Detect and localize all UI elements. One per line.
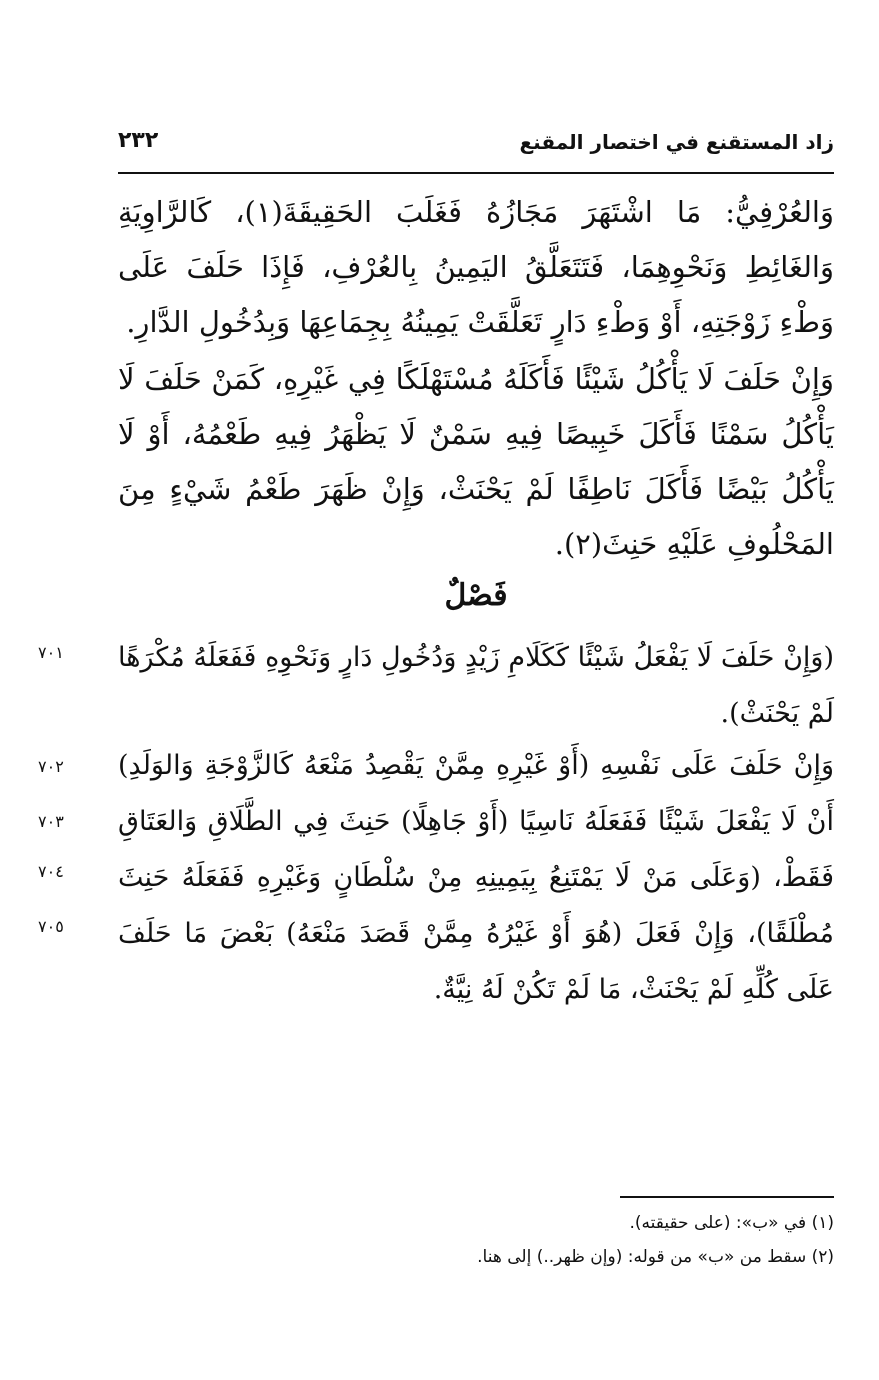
- margin-number-704: ٧٠٤: [38, 862, 64, 881]
- page-header: [118, 128, 834, 166]
- footnote-rule: [620, 1196, 834, 1198]
- footnote-2: (٢) سقط من «ب» من قوله: (وإن ظهر..) إلى هنا.: [477, 1247, 834, 1267]
- margin-number-701: ٧٠١: [38, 643, 64, 662]
- section-heading: فَصْلٌ: [444, 578, 508, 613]
- commentary-paragraph-1: وَالعُرْفِيُّ: مَا اشْتَهَرَ مَجَازُهُ فَغَلَبَ الحَقِيقَةَ(١)، كَالرَّاوِيَةِ وَالغَائِطِ وَنَحْوِهِمَا، فَتَتَعَلَّقُ اليَمِينُ بِالعُرْفِ، فَإِذَا حَلَفَ عَلَى وَطْءِ زَوْجَتِهِ، أَوْ وَطْءِ دَارٍ تَعَلَّقَتْ يَمِينُهُ بِجِمَاعِهَا وَبِدُخُولِ الدَّارِ.: [118, 195, 834, 339]
- margin-number-703: ٧٠٣: [38, 812, 64, 831]
- footnotes: [118, 1206, 834, 1274]
- margin-number-702: ٧٠٢: [38, 757, 64, 776]
- matn-paragraph-1: (وَإِنْ حَلَفَ لَا يَفْعَلُ شَيْئًا كَكَلَامِ زَيْدٍ وَدُخُولِ دَارٍ وَنَحْوِهِ فَفَعَلَهُ مُكْرَهًا لَمْ يَحْنَثْ).: [118, 642, 834, 729]
- running-title: زاد المستقنع في اختصار المقنع: [519, 130, 834, 154]
- matn-paragraph-2: وَإِنْ حَلَفَ عَلَى نَفْسِهِ (أَوْ غَيْرِهِ مِمَّنْ يَقْصِدُ مَنْعَهُ كَالزَّوْجَةِ وَالوَلَدِ) أَنْ لَا يَفْعَلَ شَيْئًا فَفَعَلَهُ نَاسِيًا (أَوْ جَاهِلًا) حَنِثَ فِي الطَّلَاقِ وَالعَتَاقِ فَقَطْ، (وَعَلَى مَنْ لَا يَمْتَنِعُ بِيَمِينِهِ مِنْ سُلْطَانٍ وَغَيْرِهِ فَفَعَلَهُ حَنِثَ مُطْلَقًا)، وَإِنْ فَعَلَ (هُوَ أَوْ غَيْرُهُ مِمَّنْ قَصَدَ مَنْعَهُ) بَعْضَ مَا حَلَفَ عَلَى كُلِّهِ لَمْ يَحْنَثْ، مَا لَمْ تَكُنْ لَهُ نِيَّةٌ.: [118, 750, 834, 1005]
- commentary-paragraph-2: وَإِنْ حَلَفَ لَا يَأْكُلُ شَيْئًا فَأَكَلَهُ مُسْتَهْلَكًا فِي غَيْرِهِ، كَمَنْ حَلَفَ لَا يَأْكُلُ سَمْنًا فَأَكَلَ خَبِيصًا فِيهِ سَمْنٌ لَا يَظْهَرُ فِيهِ طَعْمُهُ، أَوْ لَا يَأْكُلُ بَيْضًا فَأَكَلَ نَاطِفًا لَمْ يَحْنَثْ، وَإِنْ ظَهَرَ طَعْمُ شَيْءٍ مِنَ المَحْلُوفِ عَلَيْهِ حَنِثَ(٢).: [118, 362, 834, 561]
- header-rule: [118, 172, 834, 174]
- footnote-1: (١) في «ب»: (على حقيقته).: [629, 1213, 834, 1233]
- margin-number-705: ٧٠٥: [38, 917, 64, 936]
- page-number: ٢٣٢: [118, 128, 159, 153]
